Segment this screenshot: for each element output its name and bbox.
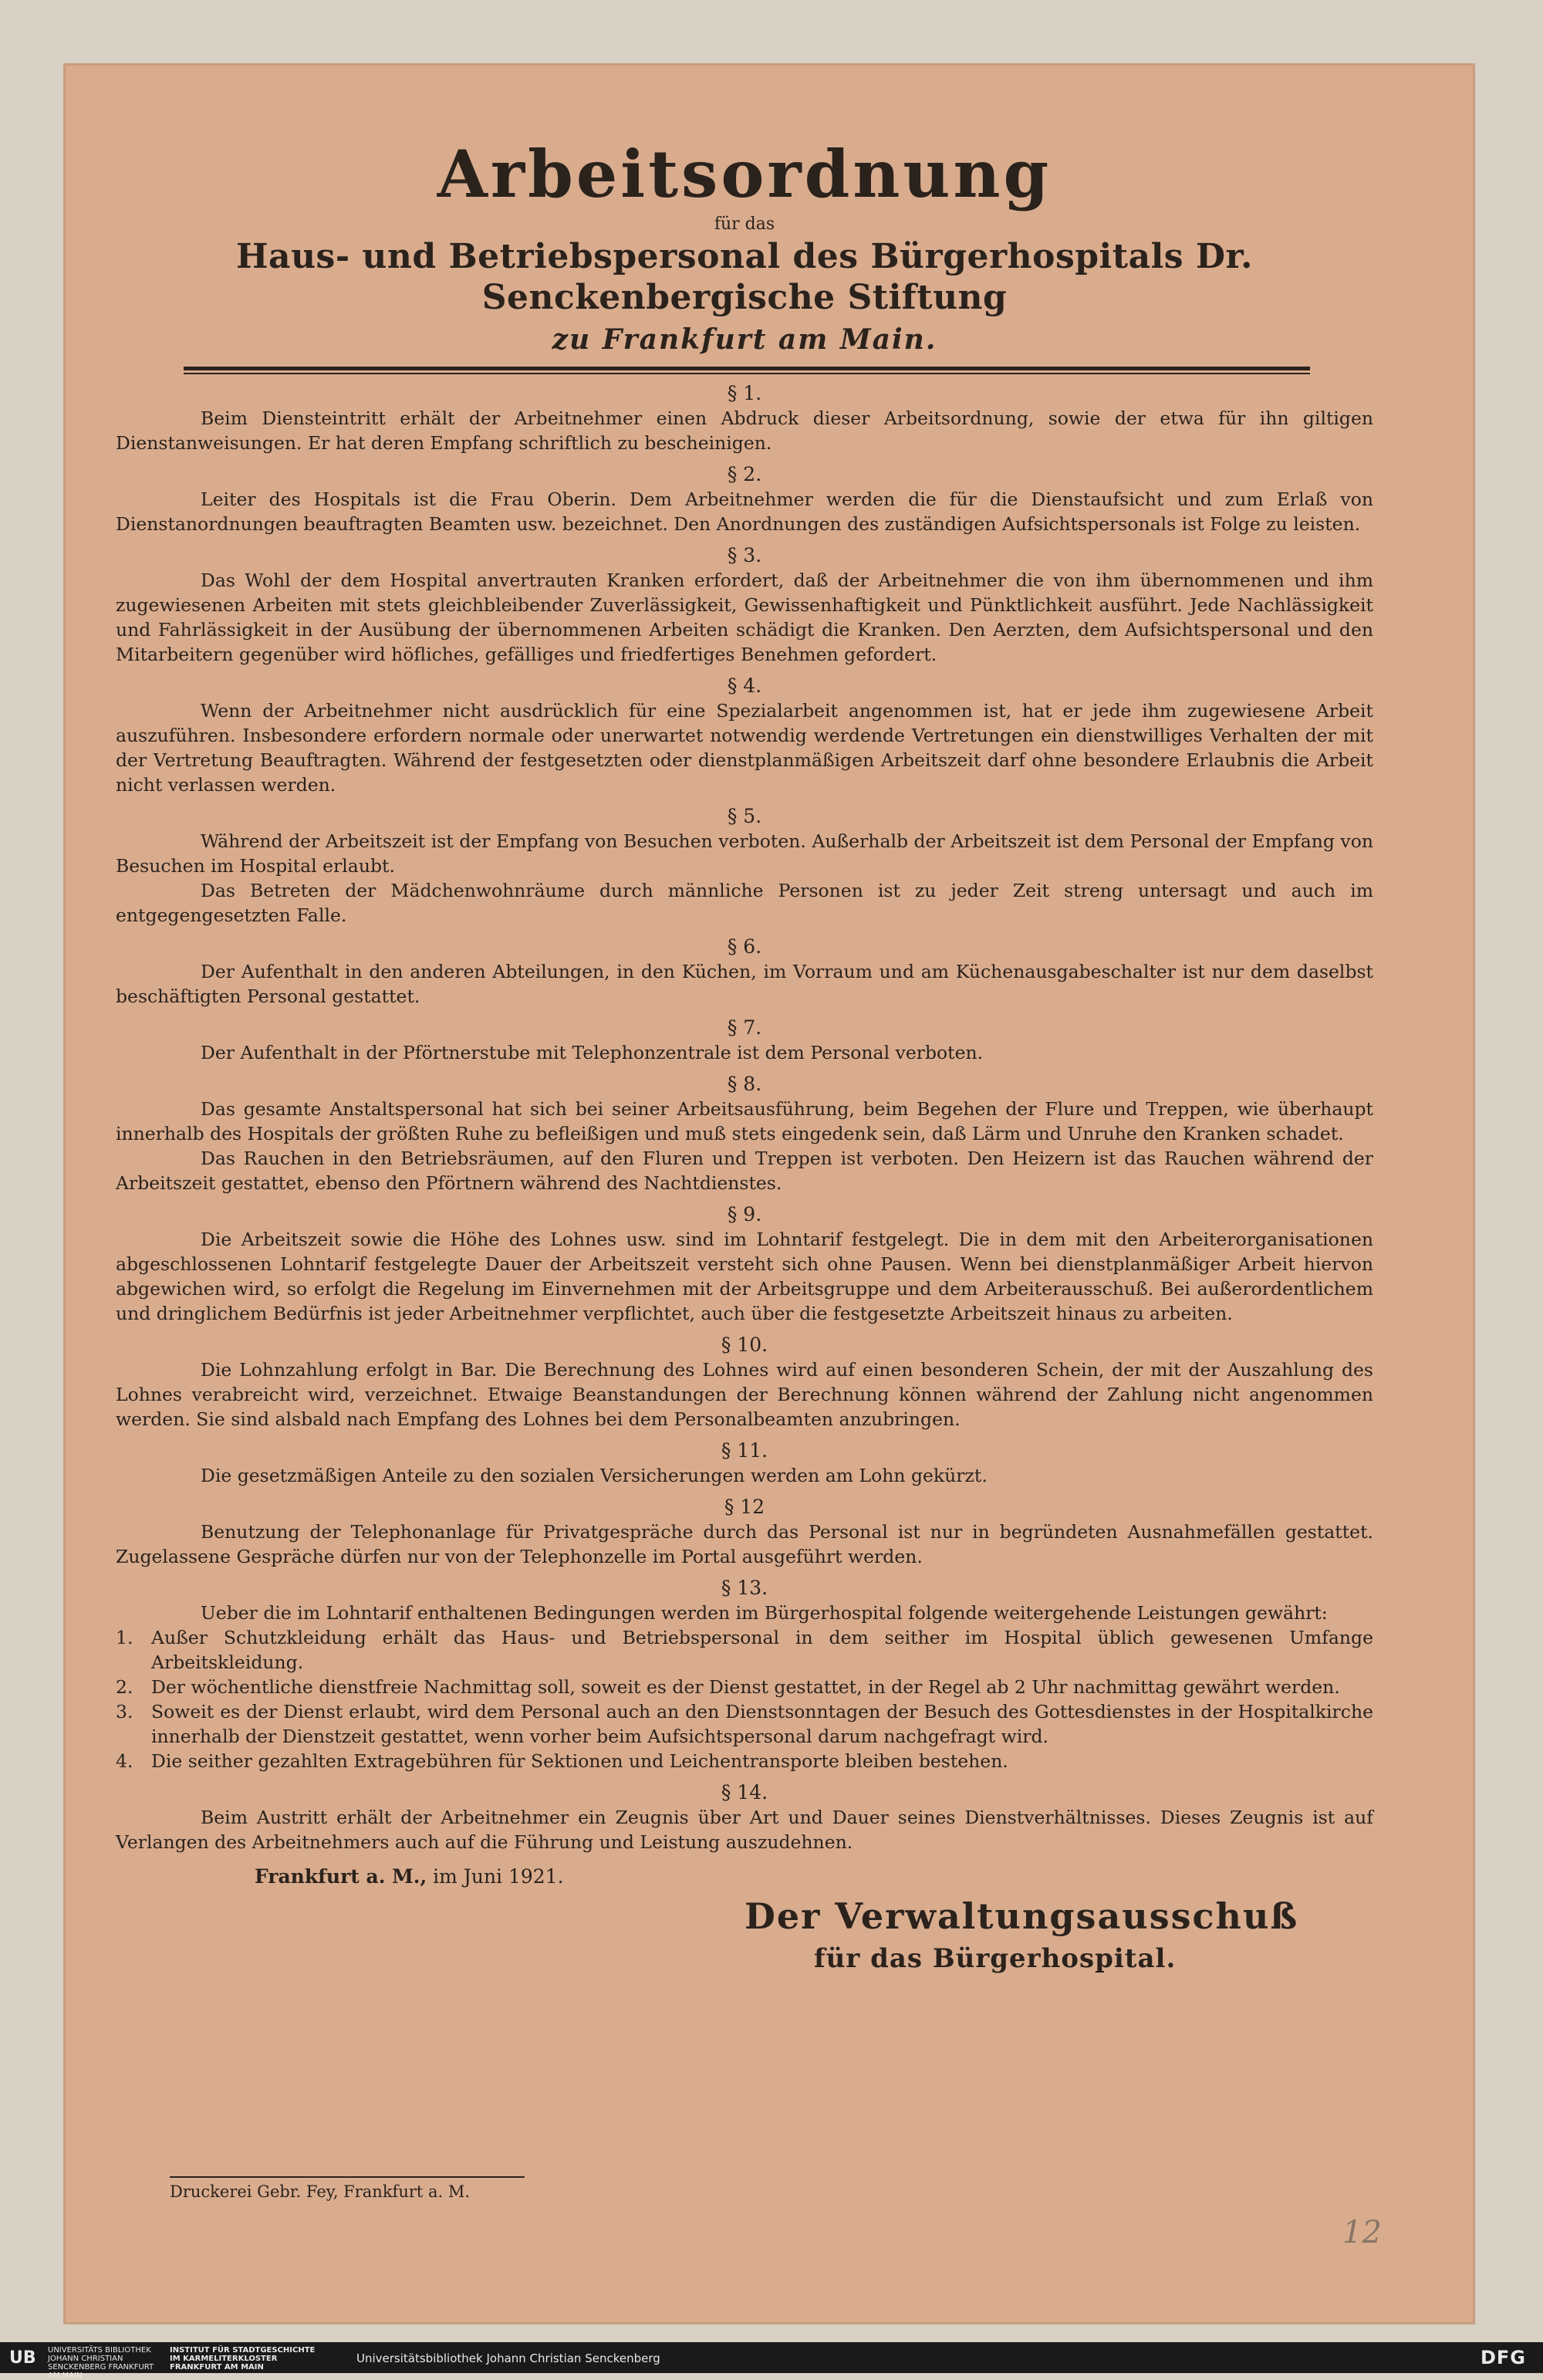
section-paragraph: Ueber die im Lohntarif enthaltenen Bedingungen werden im Bürgerhospital folgende weitergehende Leistungen gewährt: — [201, 1601, 1328, 1624]
section-11 — [116, 1439, 1373, 1488]
section-paragraph: Das Betreten der Mädchenwohnräume durch männliche Personen ist zu jeder Zeit streng untersagt und auch im entgegengesetzten Falle. — [116, 879, 1373, 926]
section-paragraph: Beim Diensteintritt erhält der Arbeitnehmer einen Abdruck dieser Arbeitsordnung, sowie der etwa für ihn giltigen Dienstanweisungen. Er hat deren Empfang schriftlich zu bescheinigen. — [116, 407, 1373, 454]
section-12 — [116, 1496, 1373, 1569]
list-item-text: Soweit es der Dienst erlaubt, wird dem Personal auch an den Dienstsonntagen der Besuch des Gottesdienstes in der Hospitalkirche innerhalb der Dienstzeit gestattet, wenn vorher beim Aufsichtspersonal darum nachgefragt wird. — [151, 1700, 1373, 1747]
section-8 — [116, 1073, 1373, 1195]
section-14 — [116, 1781, 1373, 1854]
section-3 — [116, 544, 1373, 667]
title-divider — [184, 367, 1310, 374]
section-heading: § 12 — [724, 1495, 765, 1518]
section-paragraph: Das gesamte Anstaltspersonal hat sich bei seiner Arbeitsausführung, beim Begehen der Flure und Treppen, wie überhaupt innerhalb des Hospitals der größten Ruhe zu befleißigen und muß stets eingedenk sein, daß Lärm und Unruhe den Kranken schadet. — [116, 1097, 1373, 1144]
section-heading: § 5. — [727, 804, 762, 827]
list-item — [116, 1675, 1373, 1699]
list-item — [116, 1625, 1373, 1675]
section-paragraph: Beim Austritt erhält der Arbeitnehmer ein Zeugnis über Art und Dauer seines Dienstverhältnisses. Dieses Zeugnis ist auf Verlangen des Arbeitnehmers auch auf die Führung und Leistung auszudehnen. — [116, 1806, 1373, 1853]
section-paragraph: Wenn der Arbeitnehmer nicht ausdrücklich für eine Spezialarbeit angenommen ist, hat er jede ihm zugewiesene Arbeit auszuführen. Insbesondere erfordern normale oder unerwartet notwendig werdende Vertretungen ein dienstwilliges Verhalten der mit der Vertretung Beauftragten. Während der festgesetzten oder dienstplanmäßigen Arbeitszeit darf ohne besondere Erlaubnis die Arbeit nicht verlassen werden. — [116, 699, 1373, 796]
list-item-number: 2. — [116, 1675, 133, 1698]
section-paragraph: Die Arbeitszeit sowie die Höhe des Lohnes usw. sind im Lohntarif festgelegt. Die in dem mit den Arbeiterorganisationen abgeschlossenen Lohntarif festgelegte Dauer der Arbeitszeit versteht sich ohne Pausen. Wenn bei dienstplanmäßiger Arbeit hiervon abgewichen wird, so erfolgt die Regelung im Einvernehmen mit der Arbeitsgruppe und dem Arbeiterausschuß. Bei außerordentlichem und dringlichem Bedürfnis ist jeder Arbeitnehmer verpflichtet, auch über die festgesetzte Arbeitszeit hinaus zu arbeiten. — [116, 1228, 1373, 1324]
date-text: im Juni 1921. — [433, 1864, 564, 1888]
section-5 — [116, 805, 1373, 928]
section-1 — [116, 382, 1373, 455]
pencil-page-number: 12 — [1342, 2215, 1382, 2250]
section-paragraph: Leiter des Hospitals ist die Frau Oberin. Dem Arbeitnehmer werden die für die Dienstaufsicht und zum Erlaß von Dienstanordnungen beauftragten Beamten usw. bezeichnet. Den Anordnungen des zuständigen Aufsichtspersonals ist Folge zu leisten. — [116, 488, 1373, 535]
viewer-footer-bar — [0, 2342, 1543, 2380]
section-paragraph: Das Wohl der dem Hospital anvertrauten Kranken erfordert, daß der Arbeitnehmer die von ihm übernommenen und ihm zugewiesenen Arbeiten mit stets gleichbleibender Zuverlässigkeit, Gewissenhaftigkeit und Pünktlichkeit ausführt. Jede Nachlässigkeit und Fahrlässigkeit in der Ausübung der übernommenen Arbeiten schädigt die Kranken. Den Aerzten, dem Aufsichtspersonal und den Mitarbeitern gegenüber wird höfliches, gefälliges und friedfertiges Benehmen gefordert. — [116, 569, 1373, 665]
section-paragraph: Das Rauchen in den Betriebsräumen, auf den Fluren und Treppen ist verboten. Den Heizern ist das Rauchen während der Arbeitszeit gestattet, ebenso den Pförtnern während des Nachtdienstes. — [116, 1147, 1373, 1194]
institute-logo-text: INSTITUT FÜR STADTGESCHICHTE IM KARMELITERKLOSTER FRANKFURT AM MAIN — [170, 2346, 316, 2372]
printer-imprint: Druckerei Gebr. Fey, Frankfurt a. M. — [170, 2176, 525, 2201]
list-item-text: Außer Schutzkleidung erhält das Haus- und Betriebspersonal in dem seither im Hospital üblich gewesenen Umfange Arbeitskleidung. — [151, 1626, 1373, 1673]
section-heading: § 11. — [721, 1438, 768, 1462]
section-9 — [116, 1203, 1373, 1326]
section-10 — [116, 1334, 1373, 1432]
section-heading: § 10. — [721, 1333, 768, 1356]
section-paragraph: Die Lohnzahlung erfolgt in Bar. Die Berechnung des Lohnes wird auf einen besonderen Schein, der mit der Auszahlung des Lohnes verabreicht wird, verzeichnet. Etwaige Beanstandungen der Berechnung können während der Zahlung nicht angenommen werden. Sie sind alsbald nach Empfang des Lohnes bei dem Personalbeamten anzubringen. — [116, 1358, 1373, 1430]
section-4 — [116, 674, 1373, 797]
section-heading: § 4. — [727, 674, 762, 697]
signature-block — [116, 1888, 1373, 1988]
document-subtitle: Haus- und Betriebspersonal des Bürgerhospitals Dr. Senckenbergische Stiftung — [235, 237, 1253, 318]
for-the-label: für das — [714, 215, 775, 235]
list-item-number: 3. — [116, 1700, 133, 1722]
section-13-list — [116, 1625, 1373, 1773]
section-paragraph: Benutzung der Telephonanlage für Privatgespräche durch das Personal ist nur in begründeten Ausnahmefällen gestattet. Zugelassene Gespräche dürfen nur von der Telephonzelle im Portal ausgeführt werden. — [116, 1520, 1373, 1567]
section-heading: § 13. — [721, 1576, 768, 1599]
signature-committee: Der Verwaltungsausschuß — [744, 1895, 1299, 1937]
list-item — [116, 1749, 1373, 1773]
library-name: Universitätsbibliothek Johann Christian Senckenberg — [356, 2351, 660, 2365]
document — [116, 136, 1373, 1988]
section-paragraph: Der Aufenthalt in den anderen Abteilungen, in den Küchen, im Vorraum und am Küchenausgabeschalter ist nur dem daselbst beschäftigten Personal gestattet. — [116, 960, 1373, 1007]
section-heading: § 6. — [727, 935, 762, 958]
list-item-number: 1. — [116, 1626, 133, 1648]
list-item-number: 4. — [116, 1750, 133, 1772]
section-heading: § 8. — [727, 1072, 762, 1095]
list-item-text: Der wöchentliche dienstfreie Nachmittag soll, soweit es der Dienst gestattet, in der Regel ab 2 Uhr nachmittag gewährt werden. — [151, 1675, 1340, 1698]
section-13 — [116, 1577, 1373, 1625]
section-heading: § 14. — [721, 1780, 768, 1804]
signature-hospital: für das Bürgerhospital. — [814, 1942, 1177, 1974]
section-paragraph: Die gesetzmäßigen Anteile zu den sozialen Versicherungen werden am Lohn gekürzt. — [201, 1464, 988, 1486]
section-heading: § 3. — [727, 543, 762, 566]
section-heading: § 1. — [727, 381, 762, 404]
date-line — [255, 1865, 1373, 1888]
section-paragraph: Der Aufenthalt in der Pförtnerstube mit Telephonzentrale ist dem Personal verboten. — [201, 1041, 984, 1063]
city-line: zu Frankfurt am Main. — [552, 323, 937, 356]
list-item-text: Die seither gezahlten Extragebühren für Sektionen und Leichentransporte bleiben bestehen. — [151, 1750, 1008, 1772]
section-heading: § 7. — [727, 1016, 762, 1039]
section-paragraph: Während der Arbeitszeit ist der Empfang von Besuchen verboten. Außerhalb der Arbeitszeit ist dem Personal der Empfang von Besuchen im Hospital erlaubt. — [116, 830, 1373, 877]
section-7 — [116, 1016, 1373, 1065]
ub-logo: UB — [9, 2348, 36, 2368]
section-2 — [116, 463, 1373, 536]
section-6 — [116, 935, 1373, 1009]
date-place: Frankfurt a. M., — [255, 1864, 427, 1888]
dfg-logo: DFG — [1480, 2347, 1526, 2368]
section-heading: § 9. — [727, 1202, 762, 1225]
section-heading: § 2. — [727, 462, 762, 485]
ub-logo-text: UNIVERSITÄTS BIBLIOTHEK JOHANN CHRISTIAN SENCKENBERG FRANKFURT AM MAIN — [48, 2346, 154, 2380]
document-title: Arbeitsordnung — [437, 136, 1052, 212]
list-item — [116, 1699, 1373, 1749]
sections-container — [116, 382, 1373, 1625]
